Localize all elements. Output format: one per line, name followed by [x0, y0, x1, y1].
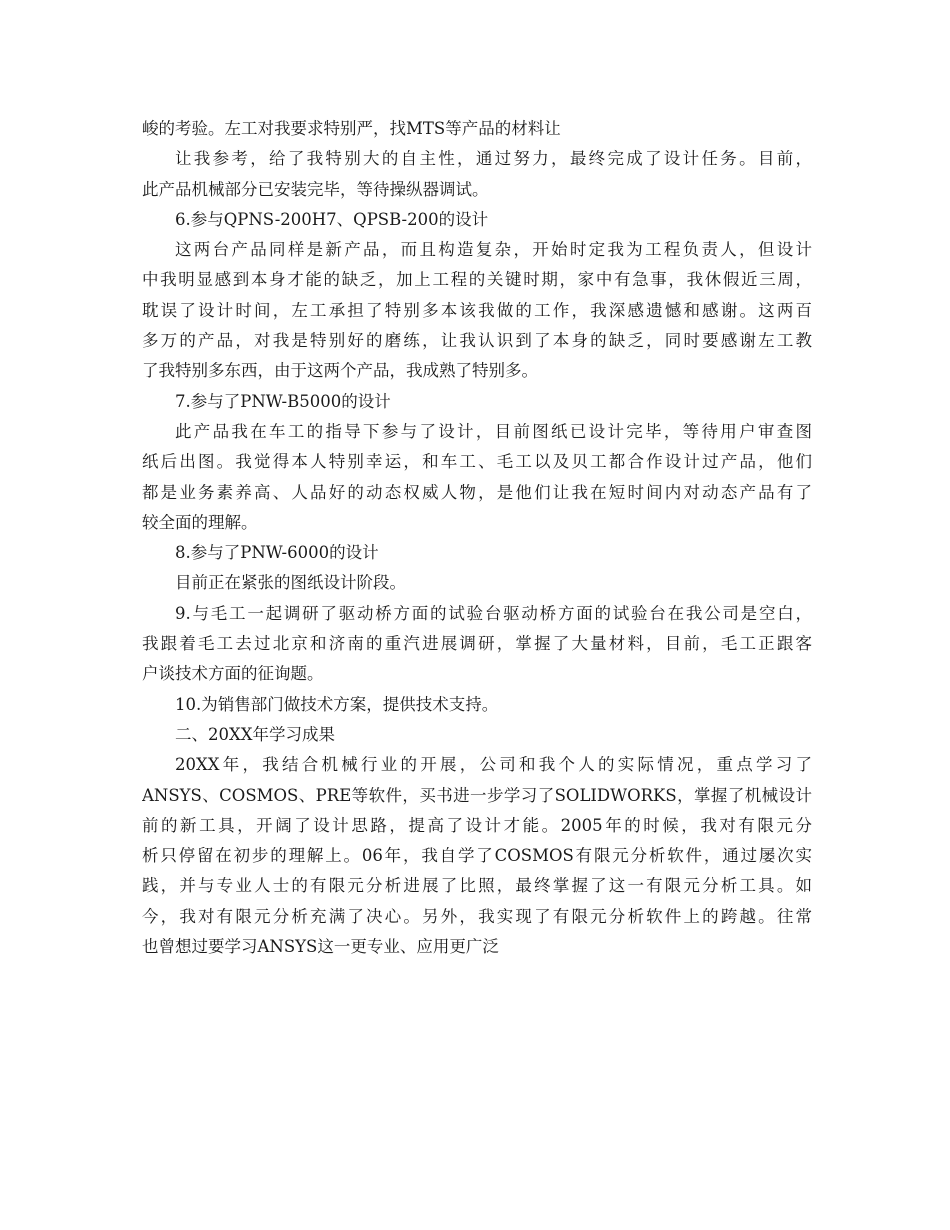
list-item-heading: 9.与毛工一起调研了驱动桥方面的试验台驱动桥方面的试验台在我公司是空白，: [175, 603, 812, 623]
text-line: 了我特别多东西，由于这两个产品，我成熟了特别多。: [142, 361, 538, 381]
text-line: 此产品我在车工的指导下参与了设计，目前图纸已设计完毕，等待用户审查图: [175, 421, 812, 441]
text-line: 纸后出图。我觉得本人特别幸运，和车工、毛工以及贝工都合作设计过产品，他们: [142, 452, 812, 472]
text-line: 耽误了设计时间，左工承担了特别多本该我做的工作，我深感遗憾和感谢。这两百: [142, 300, 812, 320]
text-line: 峻的考验。左工对我要求特别严，找MTS等产品的材料让: [142, 119, 561, 138]
text-line: 让我参考，给了我特别大的自主性，通过努力，最终完成了设计任务。目前，: [175, 149, 812, 169]
list-item-heading: 6.参与QPNS-200H7、QPSB-200的设计: [175, 209, 489, 229]
list-item-heading: 8.参与了PNW-6000的设计: [175, 543, 379, 563]
text-line: 前的新工具，开阔了设计思路，提高了设计才能。2005年的时候，我对有限元分: [142, 815, 812, 835]
text-line: 目前正在紧张的图纸设计阶段。: [175, 573, 406, 593]
text-line: 这两台产品同样是新产品，而且构造复杂，开始时定我为工程负责人，但设计: [175, 240, 812, 260]
list-item-heading: 7.参与了PNW-B5000的设计: [175, 391, 391, 411]
text-line: 多万的产品，对我是特别好的磨练，让我认识到了本身的缺乏，同时要感谢左工教: [142, 331, 812, 351]
text-line: 今，我对有限元分析充满了决心。另外，我实现了有限元分析软件上的跨越。往常: [142, 906, 812, 926]
text-line: 我跟着毛工去过北京和济南的重汽进展调研，掌握了大量材料，目前，毛工正跟客: [142, 634, 812, 654]
text-line: 也曾想过要学习ANSYS这一更专业、应用更广泛: [142, 937, 499, 957]
text-line: 中我明显感到本身才能的缺乏，加上工程的关键时期，家中有急事，我休假近三周，: [142, 270, 812, 290]
section-heading: 二、20XX年学习成果: [175, 724, 335, 744]
text-line: 较全面的理解。: [142, 512, 258, 532]
text-line: ANSYS、COSMOS、PRE等软件，买书进一步学习了SOLIDWORKS，掌握了机械设计: [142, 785, 812, 805]
document-body: [142, 114, 812, 962]
text-line: 都是业务素养高、人品好的动态权威人物，是他们让我在短时间内对动态产品有了: [142, 482, 812, 502]
list-item-heading: 10.为销售部门做技术方案，提供技术支持。: [175, 694, 499, 714]
text-line: 析只停留在初步的理解上。06年，我自学了COSMOS有限元分析软件，通过屡次实: [142, 846, 812, 866]
text-line: 践，并与专业人士的有限元分析进展了比照，最终掌握了这一有限元分析工具。如: [142, 876, 812, 896]
text-line: 户谈技术方面的征询题。: [142, 664, 324, 684]
text-line: 此产品机械部分已安装完毕，等待操纵器调试。: [142, 179, 489, 199]
text-line: 20XX年，我结合机械行业的开展，公司和我个人的实际情况，重点学习了: [175, 755, 812, 775]
